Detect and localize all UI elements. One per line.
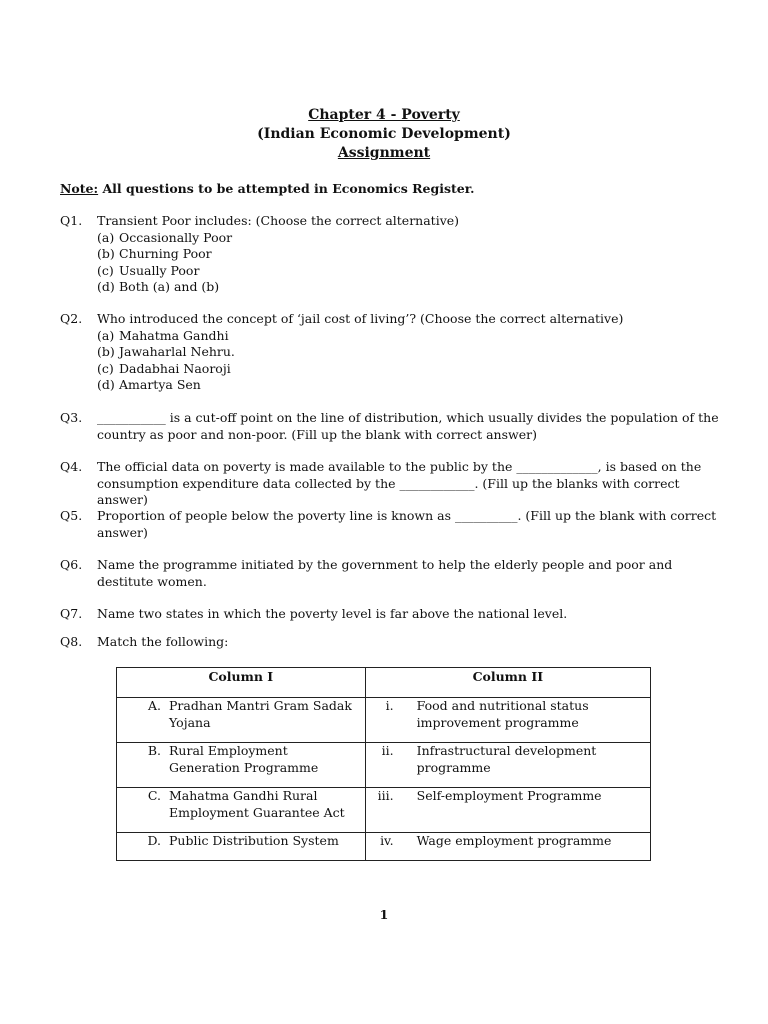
table-header-row (117, 668, 651, 698)
row-text: Wage employment programme (416, 833, 612, 848)
row-text: Rural Employment Generation Programme (169, 743, 319, 775)
question-text: Proportion of people below the poverty line is known as __________. (Fill up the blank with correct answer) (97, 508, 717, 540)
table-row (117, 743, 651, 788)
question-number: Q1. (60, 213, 83, 228)
question-text: Match the following: (97, 634, 229, 649)
question-number: Q3. (60, 410, 83, 425)
question-number: Q8. (60, 634, 83, 649)
row-text: Food and nutritional status improvement programme (416, 698, 589, 730)
option-d: (d) Both (a) and (b) (97, 279, 220, 294)
table-row (117, 698, 651, 743)
question-number: Q7. (60, 606, 83, 621)
option-a: (a) Mahatma Gandhi (97, 327, 229, 343)
option-a: (a) Occasionally Poor (97, 229, 233, 245)
row-text: Mahatma Gandhi Rural Employment Guarantee Act (169, 788, 345, 820)
option-c: (c) Usually Poor (97, 262, 200, 278)
question-number: Q2. (60, 311, 83, 326)
option-d: (d) Amartya Sen (97, 377, 201, 392)
chapter-title: Chapter 4 - Poverty (308, 107, 460, 123)
column-header: Column II (365, 668, 650, 698)
match-table (116, 667, 651, 861)
question-text: Name two states in which the poverty level is far above the national level. (97, 606, 568, 621)
question-text: The official data on poverty is made available to the public by the _____________, is based on the consumption expenditure data collected by the ____________. (Fill up the blanks with correct answer) (97, 459, 702, 507)
row-label: ii. (381, 743, 394, 758)
subject-title: (Indian Economic Development) (257, 126, 511, 142)
row-text: Public Distribution System (169, 833, 339, 848)
row-label: A. (147, 698, 161, 713)
question-text: ___________ is a cut-off point on the line of distribution, which usually divides the population of the country as poor and non-poor. (Fill up the blank with correct answer) (97, 410, 719, 442)
row-text: Pradhan Mantri Gram Sadak Yojana (169, 698, 352, 730)
option-b: (b) Churning Poor (97, 246, 212, 261)
row-text: Infrastructural development programme (416, 743, 597, 775)
row-label: i. (385, 698, 394, 713)
row-label: B. (147, 743, 161, 758)
assignment-title: Assignment (337, 145, 431, 161)
row-label: iv. (380, 833, 394, 848)
page-number: 1 (379, 907, 389, 922)
note-label: Note: (60, 181, 99, 196)
option-c: (c) Dadabhai Naoroji (97, 360, 231, 376)
question-text: Who introduced the concept of ‘jail cost of living’? (Choose the correct alternative) (97, 311, 624, 326)
question-text: Transient Poor includes: (Choose the correct alternative) (97, 213, 460, 228)
row-text: Self-employment Programme (416, 788, 602, 803)
question-text: Name the programme initiated by the government to help the elderly people and poor and destitute women. (97, 557, 673, 589)
row-label: D. (147, 833, 161, 848)
row-label: C. (147, 788, 161, 803)
question-number: Q5. (60, 508, 83, 523)
option-b: (b) Jawaharlal Nehru. (97, 344, 235, 359)
note (60, 181, 475, 198)
row-label: iii. (377, 788, 394, 803)
question-number: Q4. (60, 459, 83, 474)
table-row (117, 833, 651, 861)
table-row (117, 788, 651, 833)
note-text: All questions to be attempted in Economics Register. (98, 181, 475, 196)
column-header: Column I (117, 668, 366, 698)
question-number: Q6. (60, 557, 83, 572)
